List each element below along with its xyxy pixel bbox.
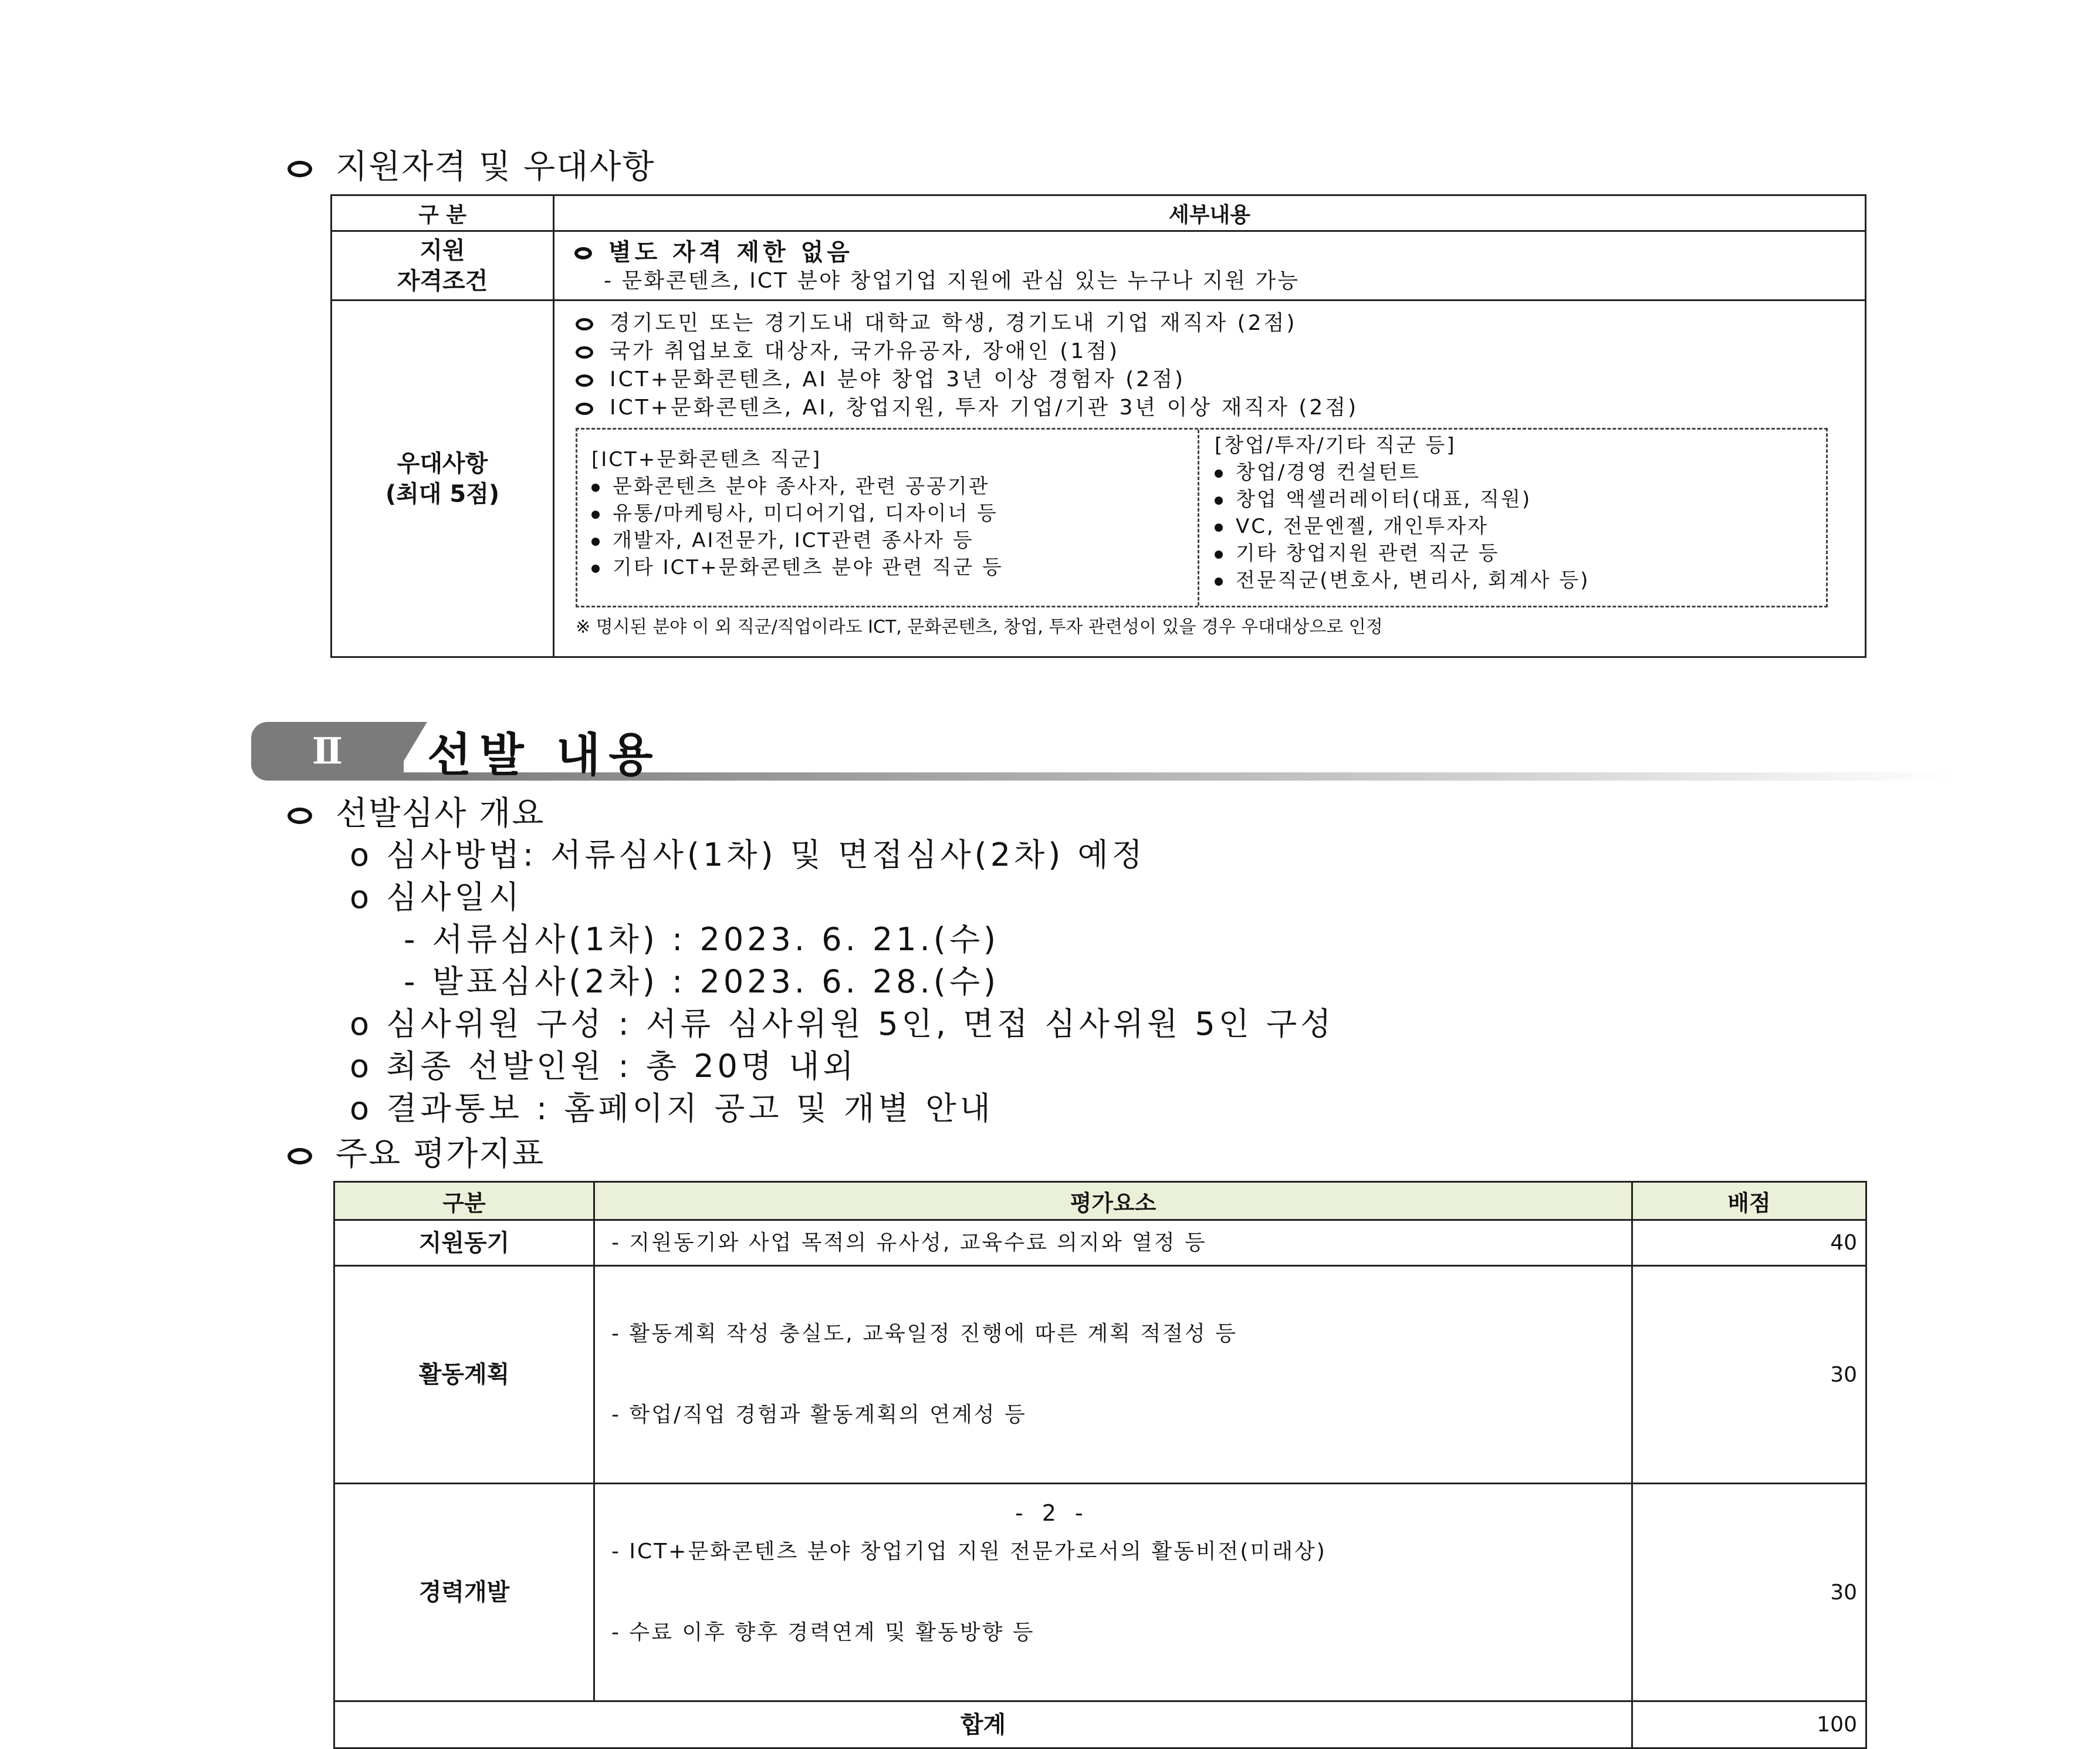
result-notice: o 결과통보 : 홈페이지 공고 및 개별 안내 bbox=[350, 1090, 994, 1127]
section-heading-evaluation: 주요 평가지표 bbox=[288, 1128, 545, 1175]
preference-note: ※ 명시된 분야 이 외 직군/직업이라도 ICT, 문화콘텐츠, 창업, 투자 관련성이 있을 경우 우대대상으로 인정 bbox=[576, 617, 1383, 637]
circle-bullet-icon bbox=[574, 247, 592, 259]
eval-elements: - 활동계획 작성 충실도, 교육일정 진행에 따른 계획 적절성 등 - 학업/직업 경험과 활동계획의 연계성 등 bbox=[594, 1266, 1632, 1484]
preference-item: ICT+문화콘텐츠, AI, 창업지원, 투자 기업/기관 3년 이상 재직자 (2점) bbox=[576, 394, 1865, 422]
bullet-icon bbox=[1215, 497, 1223, 505]
list-item: 기타 ICT+문화콘텐츠 분야 관련 직군 등 bbox=[591, 554, 1198, 581]
job-group-box bbox=[576, 428, 1828, 607]
bullet-icon bbox=[1215, 470, 1223, 478]
job-group-title: [창업/투자/기타 직군 등] bbox=[1215, 434, 1456, 457]
eval-total-score: 100 bbox=[1632, 1701, 1866, 1748]
review-method: o 심사방법: 서류심사(1차) 및 면접심사(2차) 예정 bbox=[350, 836, 1146, 873]
review-schedule-document: - 서류심사(1차) : 2023. 6. 21.(수) bbox=[404, 921, 1000, 958]
job-group-startup bbox=[1199, 430, 1826, 606]
preference-item: 경기도민 또는 경기도내 대학교 학생, 경기도내 기업 재직자 (2점) bbox=[576, 309, 1865, 337]
table-header-category: 구 분 bbox=[332, 195, 554, 231]
list-item: VC, 전문엔젤, 개인투자자 bbox=[1215, 513, 1826, 540]
table-row bbox=[334, 1484, 1866, 1701]
eval-elements: - ICT+문화콘텐츠 분야 창업기업 지원 전문가로서의 활동비전(미래상) - 수료 이후 향후 경력연계 및 활동방향 등 bbox=[594, 1484, 1632, 1701]
preference-item: ICT+문화콘텐츠, AI 분야 창업 3년 이상 경험자 (2점) bbox=[576, 366, 1865, 394]
bullet-icon bbox=[591, 511, 600, 519]
section-bar-tail bbox=[392, 722, 427, 781]
circle-bullet-icon bbox=[288, 161, 312, 177]
table-header-details: 세부내용 bbox=[554, 195, 1866, 231]
table-row bbox=[334, 1220, 1866, 1266]
eligibility-details bbox=[554, 231, 1866, 300]
section-heading-overview: 선발심사 개요 bbox=[288, 788, 545, 835]
list-item: 전문직군(변호사, 변리사, 회계사 등) bbox=[1215, 567, 1826, 594]
circle-bullet-icon bbox=[576, 318, 593, 330]
eval-score: 40 bbox=[1632, 1220, 1866, 1266]
bullet-icon bbox=[591, 538, 600, 546]
bullet-icon bbox=[591, 484, 600, 492]
list-item: 창업 액셀러레이터(대표, 직원) bbox=[1215, 486, 1826, 513]
circle-bullet-icon bbox=[288, 808, 312, 824]
table-row bbox=[334, 1266, 1866, 1484]
page-number: - 2 - bbox=[1015, 1500, 1089, 1526]
eligibility-sub: - 문화콘텐츠, ICT 분야 창업기업 지원에 관심 있는 누구나 지원 가능 bbox=[604, 268, 1300, 293]
circle-bullet-icon bbox=[576, 374, 593, 387]
eval-category: 지원동기 bbox=[334, 1220, 594, 1266]
bullet-icon bbox=[591, 565, 600, 573]
evaluation-table bbox=[333, 1181, 1867, 1749]
final-selection: o 최종 선발인원 : 총 20명 내외 bbox=[350, 1048, 857, 1085]
eval-elements: - 지원동기와 사업 목적의 유사성, 교육수료 의지와 열정 등 bbox=[594, 1220, 1632, 1266]
eval-total-label: 합계 bbox=[334, 1701, 1632, 1748]
qualifications-table bbox=[330, 194, 1866, 658]
review-schedule-presentation: - 발표심사(2차) : 2023. 6. 28.(수) bbox=[404, 963, 1000, 1000]
list-item: 기타 창업지원 관련 직군 등 bbox=[1215, 540, 1826, 567]
job-group-ict bbox=[577, 430, 1199, 606]
eval-header-elements: 평가요소 bbox=[594, 1182, 1632, 1220]
section-heading-qualifications: 지원자격 및 우대사항 bbox=[288, 141, 655, 188]
bullet-icon bbox=[1215, 578, 1223, 586]
eval-category: 경력개발 bbox=[334, 1484, 594, 1701]
eval-score: 30 bbox=[1632, 1266, 1866, 1484]
list-item: 문화콘텐츠 분야 종사자, 관련 공공기관 bbox=[591, 473, 1198, 500]
bullet-icon bbox=[1215, 524, 1223, 532]
eval-score: 30 bbox=[1632, 1484, 1866, 1701]
table-row-total bbox=[334, 1701, 1866, 1748]
section-bar bbox=[251, 722, 1953, 781]
circle-bullet-icon bbox=[288, 1148, 312, 1164]
category-preferences: 우대사항 (최대 5점) bbox=[332, 300, 554, 657]
list-item: 개발자, AI전문가, ICT관련 종사자 등 bbox=[591, 527, 1198, 554]
eval-category: 활동계획 bbox=[334, 1266, 594, 1484]
eval-header-score: 배점 bbox=[1632, 1182, 1866, 1220]
preference-item: 국가 취업보호 대상자, 국가유공자, 장애인 (1점) bbox=[576, 337, 1865, 366]
preferences-details bbox=[554, 300, 1866, 657]
bullet-icon bbox=[1215, 551, 1223, 559]
list-item: 창업/경영 컨설턴트 bbox=[1215, 459, 1826, 486]
section-number: Ⅱ bbox=[251, 722, 404, 781]
category-eligibility: 지원 자격조건 bbox=[332, 231, 554, 300]
review-panel: o 심사위원 구성 : 서류 심사위원 5인, 면접 심사위원 5인 구성 bbox=[350, 1005, 1335, 1042]
circle-bullet-icon bbox=[576, 403, 593, 415]
section-title: 선발 내용 bbox=[427, 729, 661, 782]
circle-bullet-icon bbox=[576, 346, 593, 359]
eval-header-category: 구분 bbox=[334, 1182, 594, 1220]
list-item: 유통/마케팅사, 미디어기업, 디자이너 등 bbox=[591, 500, 1198, 527]
job-group-title: [ICT+문화콘텐츠 직군] bbox=[591, 448, 822, 471]
review-schedule: o 심사일시 bbox=[350, 879, 523, 916]
eligibility-main: 별도 자격 제한 없음 bbox=[574, 237, 1865, 268]
